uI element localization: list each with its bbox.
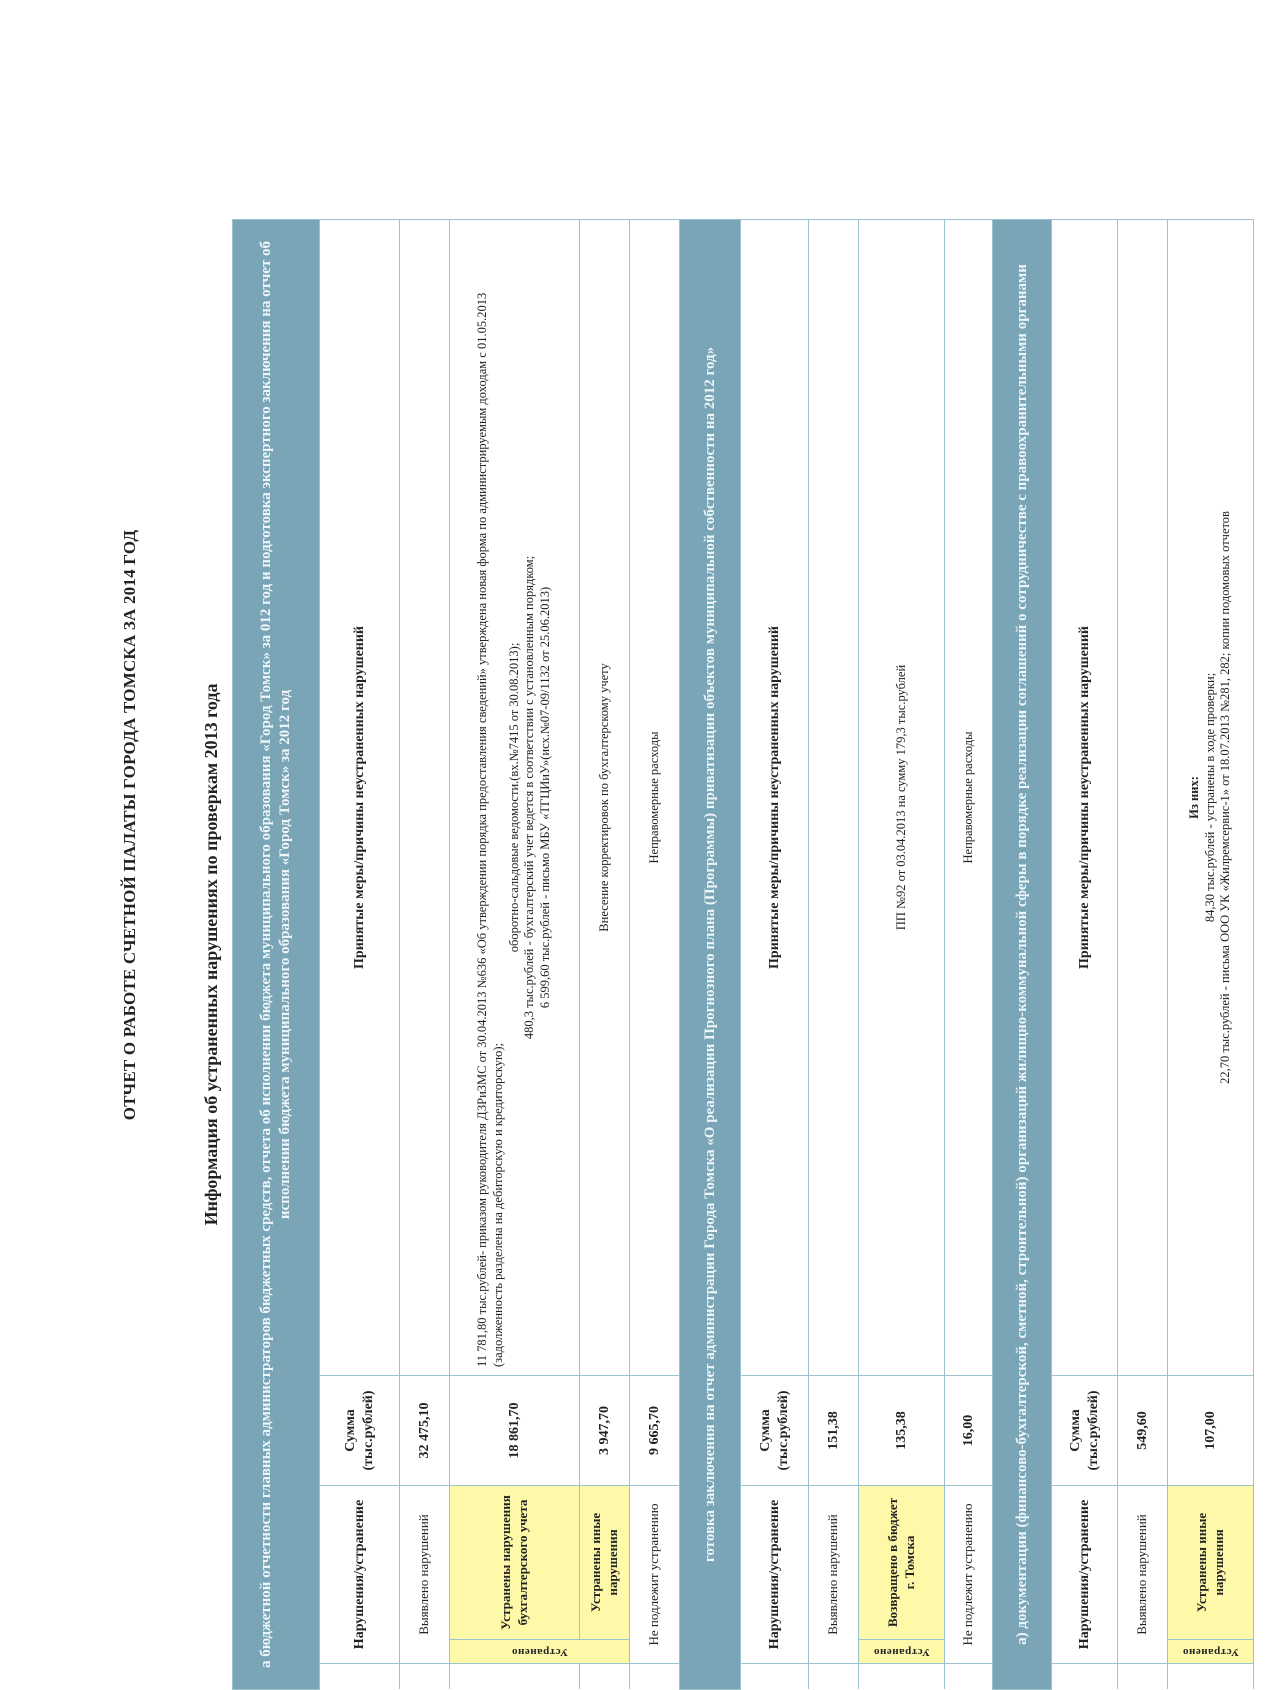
header-sum: Сумма (тыс.рублей) [1052,1376,1118,1486]
row-edge [1168,1664,1254,1690]
row-edge [630,1664,680,1690]
violations-table [190,219,1254,1690]
fixed-sum: 18 861,70 [450,1376,580,1486]
header-sum: Сумма (тыс.рублей) [741,1376,809,1486]
row-edge [741,1664,809,1690]
measure-line: 22,70 тыс.рублей - письма ООО УК «Жилремсервис-1» от 18.07.2013 №281, 282; копии подомовых отчетов [1218,511,1233,1084]
fixed-label: Возвращено в бюджет г. Томска [859,1486,945,1640]
table-title: Информация об устраненных нарушениях по проверкам 2013 года [200,683,221,1226]
row-edge [580,1664,630,1690]
fixed-measures [1168,219,1254,1375]
measure-line: 11 781,80 тыс.рублей- приказом руководителя ДЗРиЗМС от 30.04.2013 №636 «Об утверждении порядка предоставления сведений» утверждена новая форма по администрируемым доходам с 01.05.2013 (задолженность разделена на дебиторскую и кредиторскую); [475,292,506,1367]
found-measure [1118,219,1168,1375]
header-measures: Принятые меры/причины неустраненных нарушений [320,219,400,1375]
found-sum: 151,38 [809,1376,859,1486]
header-measures: Принятые меры/причины неустраненных нарушений [1052,219,1118,1375]
measure-line: 84,30 тыс.рублей - устранены в ходе проверки; [1202,672,1217,923]
fixed-measures [450,219,580,1375]
header-violation: Нарушения/устранение [1052,1486,1118,1664]
not-subject-sum: 9 665,70 [630,1376,680,1486]
header-violation: Нарушения/устранение [741,1486,809,1664]
group-label: Устранено [1168,1640,1254,1664]
fixed-measures: Внесение корректировок по бухгалтерскому учету [580,219,630,1375]
row-edge [400,1664,450,1690]
group-label: Устранено [450,1640,630,1664]
fixed-label: Устранены иные нарушения [580,1486,630,1640]
fixed-measures: ПП №92 от 03.04.2013 на сумму 179,3 тыс.рублей [859,219,945,1375]
measure-line: 6 599,60 тыс.рублей - письмо МБУ «ТГЦИиУ»(исх.№07-09/1132 от 25.06.2013) [537,586,552,1009]
measure-line: оборотно-сальдовые ведомости.(вх.№7415 от 30.08.2013); [506,642,521,953]
row-edge [450,1664,580,1690]
found-sum: 549,60 [1118,1376,1168,1486]
row-edge [1052,1664,1118,1690]
not-subject-label: Не подлежит устранению [945,1486,993,1664]
fixed-sum: 135,38 [859,1376,945,1486]
found-label: Выявлено нарушений [809,1486,859,1664]
section-1-title: а бюджетной отчетности главных администраторов бюджетных средств, отчета об исполнении бюджета муниципального образования «Город Томск» за 012 год и подготовка экспертного заключения на отчет об исполнении бюджета муниципального образования «Город Томск» за 2012 год [233,219,320,1689]
not-subject-sum: 16,00 [945,1376,993,1486]
row-edge [809,1664,859,1690]
not-subject-measure: Неправомерные расходы [945,219,993,1375]
row-edge [320,1664,400,1690]
measure-lead: Из них: [1187,776,1202,819]
header-measures: Принятые меры/причины неустраненных нарушений [741,219,809,1375]
page-title: ОТЧЕТ О РАБОТЕ СЧЕТНОЙ ПАЛАТЫ ГОРОДА ТОМСКА ЗА 2014 ГОД [120,529,139,1121]
section-3-title: а) документации (финансово-бухгалтерской, сметной, строительной) организаций жилищно-коммунальной сферы в порядке реализации соглашений о сотрудничестве с правоохранительными органами [993,219,1052,1689]
fixed-sum: 3 947,70 [580,1376,630,1486]
measure-line: 480,3 тыс.рублей - бухгалтерский учет ведется в соответствии с установленным порядком; [522,555,537,1040]
section-2-title: готовка заключения на отчет администрации Города Томска «О реализации Прогнозного плана (Программы) приватизации объектов муниципальной собственности на 2012 год» [680,219,741,1689]
row-edge [859,1664,945,1690]
row-edge [945,1664,993,1690]
group-label: Устранено [859,1640,945,1664]
found-label: Выявлено нарушений [400,1486,450,1664]
found-sum: 32 475,10 [400,1376,450,1486]
found-measure [400,219,450,1375]
fixed-sum: 107,00 [1168,1376,1254,1486]
not-subject-label: Не подлежит устранению [630,1486,680,1664]
header-sum: Сумма (тыс.рублей) [320,1376,400,1486]
fixed-label: Устранены нарушения бухгалтерского учета [450,1486,580,1640]
not-subject-measure: Неправомерные расходы [630,219,680,1375]
header-violation: Нарушения/устранение [320,1486,400,1664]
row-edge [1118,1664,1168,1690]
found-measure [809,219,859,1375]
found-label: Выявлено нарушений [1118,1486,1168,1664]
fixed-label: Устранены иные нарушения [1168,1486,1254,1640]
